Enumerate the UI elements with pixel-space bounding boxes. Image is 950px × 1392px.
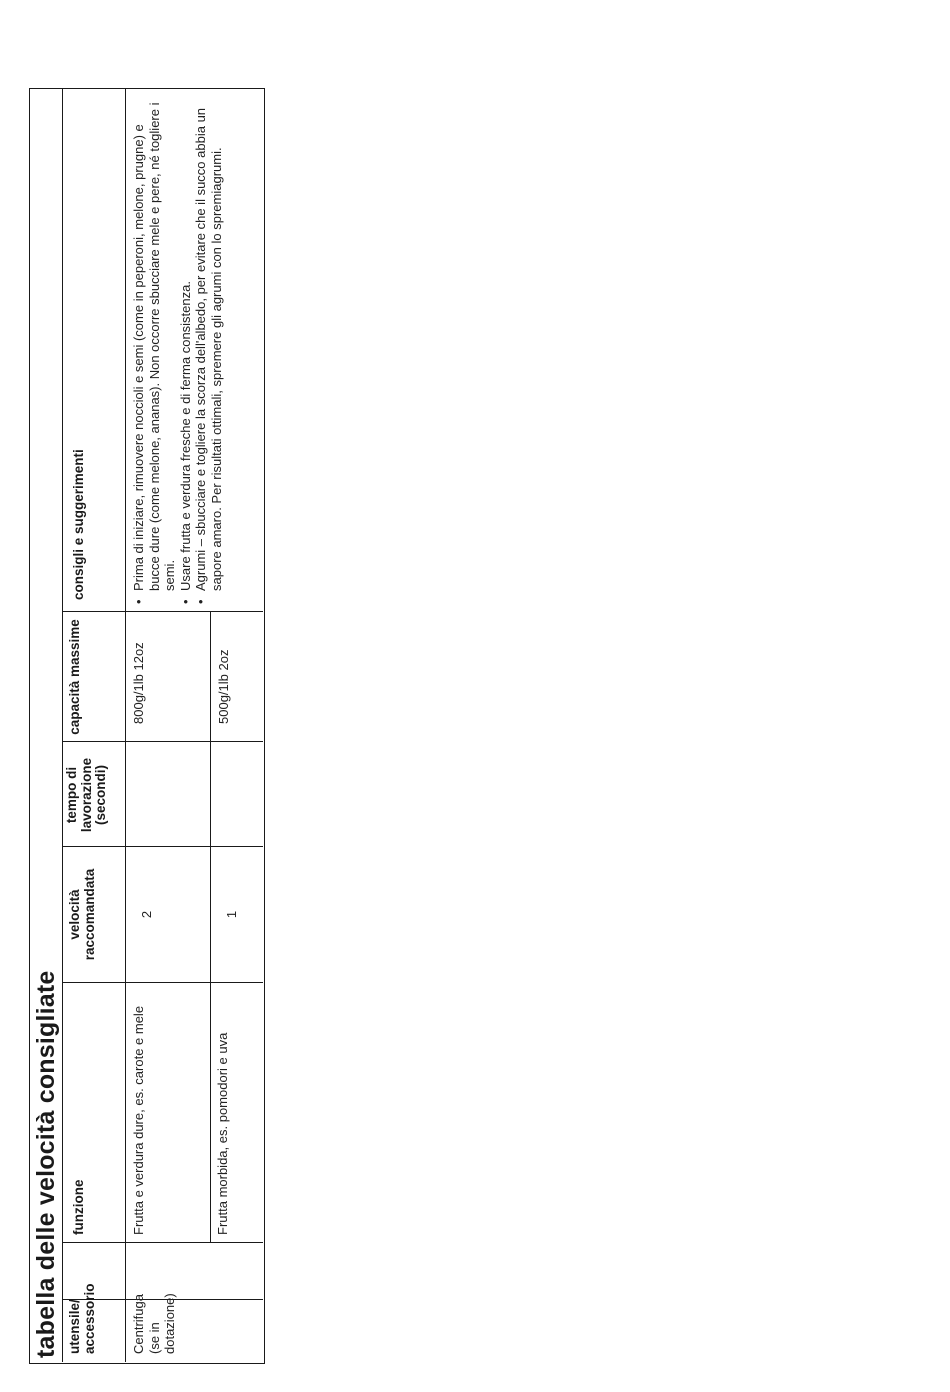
header-speed: velocità raccomandata: [67, 868, 97, 961]
bullet-icon: •: [131, 599, 146, 604]
cell-speed-row2: 1: [224, 910, 239, 919]
bullet-icon: •: [193, 599, 208, 604]
header-tips: consigli e suggerimenti: [71, 449, 86, 600]
cell-function-row2: Frutta morbida, es. pomodori e uva: [215, 1032, 230, 1235]
speed-table: [63, 89, 263, 1362]
tip-text: Agrumi – sbucciare e togliere la scorza dell'albedo, per evitare che il succo abbia un sapore amaro. Per risultati ottimali, spremere gli agrumi con lo spremiagrumi.: [193, 107, 224, 591]
rotated-content: [30, 89, 263, 1362]
cell-speed-row1: 2: [139, 910, 154, 919]
col-divider-3: [63, 982, 263, 983]
header-accessory: utensile/ accessorio: [67, 1283, 97, 1354]
header-capacity: capacità massime: [67, 619, 82, 735]
tips-list: [131, 97, 224, 607]
row-divider: [210, 612, 211, 1243]
tip-text: Usare frutta e verdura fresche e di ferma consistenza.: [177, 281, 193, 591]
speed-table-frame: [29, 88, 265, 1364]
title-bar: [30, 89, 63, 1362]
tip-item: [131, 97, 178, 607]
col-divider-6: [63, 611, 263, 612]
header-time: tempo di lavorazione (secondi): [64, 757, 108, 833]
cell-function-row1: Frutta e verdura dure, es. carote e mele: [131, 1005, 146, 1235]
tip-item: [178, 97, 194, 607]
cell-accessory: Centrifuga (se in dotazione): [131, 1293, 177, 1354]
col-divider-5: [63, 741, 263, 742]
tip-item: [193, 97, 224, 607]
header-function: funzione: [71, 1179, 86, 1235]
page-title: tabella delle velocità consigliate: [32, 970, 60, 1358]
col-divider-2: [63, 1242, 263, 1243]
cell-capacity-row2: 500g/1lb 2oz: [216, 649, 231, 724]
header-divider: [125, 89, 126, 1362]
tip-text: Prima di iniziare, rimuovere noccioli e semi (come in peperoni, melone, prugne) e bucce dure (come melone, ananas). Non occorre sbucciare mele e pere, né togliere i semi.: [131, 102, 177, 591]
bullet-icon: •: [177, 599, 193, 604]
cell-capacity-row1: 800g/1lb 12oz: [131, 642, 146, 724]
